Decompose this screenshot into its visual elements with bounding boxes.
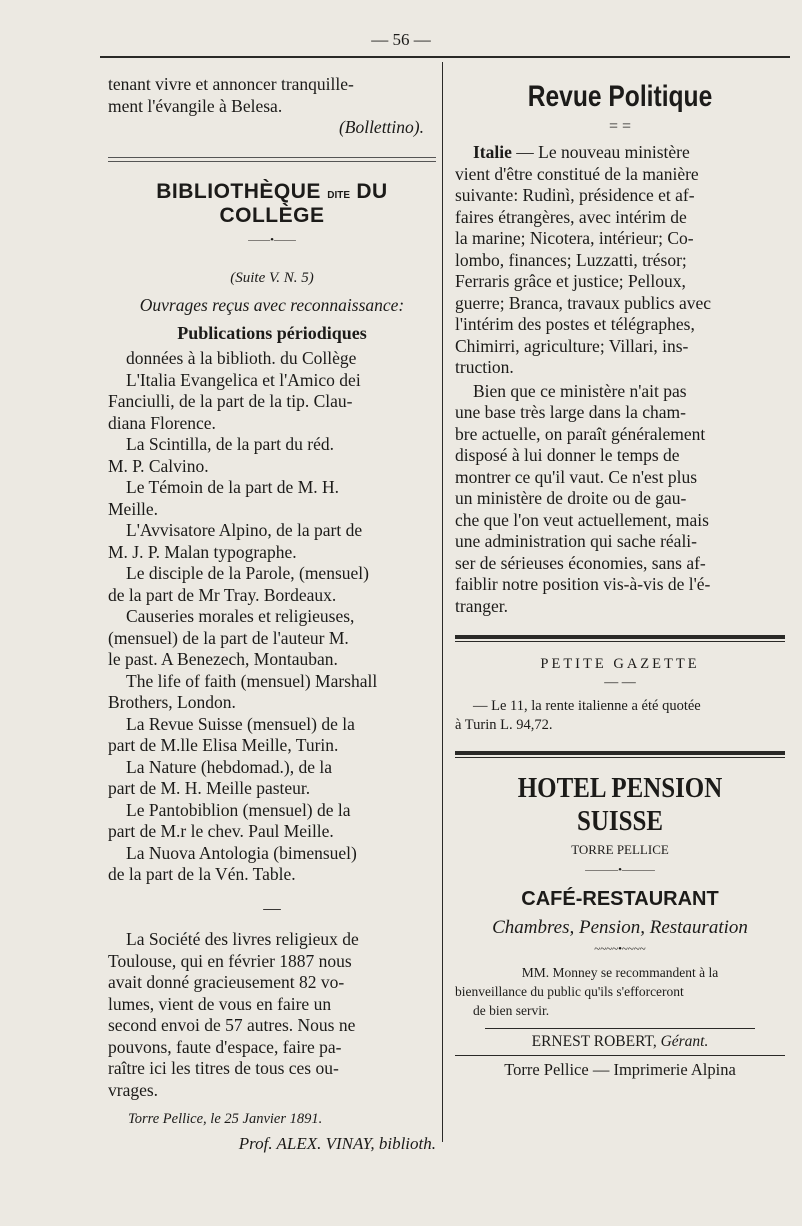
section-rule bbox=[108, 157, 436, 162]
ouvrages-heading: Ouvrages reçus avec reconnaissance: bbox=[139, 295, 405, 315]
monney-note bbox=[455, 963, 785, 1020]
ernest-robert-line bbox=[455, 1033, 785, 1051]
bib-title-b: DU COLLÈGE bbox=[219, 179, 388, 227]
italie-paragraph bbox=[455, 142, 785, 379]
entry-line: The life of faith (mensuel) Marshall bbox=[126, 670, 378, 691]
cafe-restaurant-title: CAFÉ-RESTAURANT bbox=[521, 888, 719, 910]
bien-line: ser de sérieuses économies, sans af- bbox=[455, 552, 706, 573]
chambres-ornament: ~~~~•~~~~ bbox=[594, 943, 646, 955]
list-item bbox=[108, 477, 436, 520]
section-rule bbox=[455, 635, 785, 642]
entry-line: part de M.lle Elisa Meille, Turin. bbox=[108, 735, 339, 755]
bien-line: faiblir notre position vis-à-vis de l'é- bbox=[455, 574, 711, 594]
list-item bbox=[108, 757, 436, 800]
entry-line: Meille. bbox=[108, 498, 159, 519]
publications-heading: Publications périodiques bbox=[177, 322, 367, 343]
page-number: — 56 — bbox=[371, 30, 431, 49]
petite-gazette-heading: PETITE GAZETTE bbox=[540, 656, 700, 672]
bien-line: disposé à lui donner le temps de bbox=[455, 445, 680, 465]
entry-line: L'Italia Evangelica et l'Amico dei bbox=[126, 369, 361, 390]
entry-line: La Scintilla, de la part du réd. bbox=[126, 434, 334, 454]
bien-line: tranger. bbox=[455, 595, 508, 616]
list-item bbox=[108, 606, 436, 671]
entry-line: le past. A Benezech, Montauban. bbox=[108, 649, 338, 669]
entry-line: de la part de la Vén. Table. bbox=[108, 864, 296, 884]
entry-line: L'Avvisatore Alpino, de la part de bbox=[126, 520, 363, 540]
bib-title-dite: DITE bbox=[327, 189, 351, 201]
entry-line: Causeries morales et religieuses, bbox=[126, 606, 355, 626]
bien-line: une administration qui sache réali- bbox=[455, 531, 698, 551]
entry-line: Le disciple de la Parole, (mensuel) bbox=[126, 563, 369, 583]
italie-line: faires étrangères, avec intérim de bbox=[455, 206, 687, 227]
revue-ornament: = = bbox=[608, 118, 632, 135]
closing-line: Toulouse, qui en février 1887 nous bbox=[108, 950, 352, 971]
italie-line: lombo, finances; Luzzatti, trésor; bbox=[455, 249, 687, 270]
left-column bbox=[108, 74, 436, 1154]
italie-line: l'intérim des postes et télégraphes, bbox=[455, 314, 695, 334]
petite-dash: — — bbox=[604, 675, 636, 690]
entry-line: diana Florence. bbox=[108, 412, 216, 433]
ernest-name: ERNEST ROBERT, bbox=[531, 1033, 657, 1050]
entry-line: Fanciulli, de la part de la tip. Clau- bbox=[108, 391, 353, 411]
italie-label: Italie bbox=[473, 142, 512, 162]
bien-line: une base très large dans la cham- bbox=[455, 402, 686, 422]
list-item bbox=[108, 843, 436, 886]
closing-line: raître ici les titres de tous ces ou- bbox=[108, 1058, 339, 1078]
bollettino-credit: (Bollettino). bbox=[338, 117, 424, 137]
entry-line: La Revue Suisse (mensuel) de la bbox=[126, 713, 355, 734]
right-column bbox=[455, 74, 785, 1080]
dateline: Torre Pellice, le 25 Janvier 1891. bbox=[128, 1111, 323, 1127]
list-item bbox=[108, 800, 436, 843]
italie-line: la marine; Nicotera, intérieur; Co- bbox=[455, 228, 694, 248]
hotel-title: HOTEL PENSION SUISSE bbox=[517, 772, 723, 837]
lead-line-1: tenant vivre et annoncer tranquille- bbox=[108, 74, 354, 94]
hotel-ornament: ———•——— bbox=[585, 864, 655, 876]
entry-line: La Nuova Antologia (bimensuel) bbox=[126, 842, 357, 863]
entry-line: de la part de Mr Tray. Bordeaux. bbox=[108, 584, 337, 605]
ornament: ——•—— bbox=[248, 233, 296, 246]
torre-pellice-label: TORRE PELLICE bbox=[571, 842, 669, 857]
list-item bbox=[108, 370, 436, 435]
entry-line: part de M.r le chev. Paul Meille. bbox=[108, 821, 334, 841]
rente-line: — Le 11, la rente italienne a été quotée bbox=[473, 698, 701, 714]
periodicals-list bbox=[108, 370, 436, 886]
closing-line: La Société des livres religieux de bbox=[126, 929, 359, 949]
list-item bbox=[108, 563, 436, 606]
italie-first-line bbox=[455, 142, 785, 164]
list-item bbox=[108, 434, 436, 477]
column-divider bbox=[442, 62, 443, 1142]
entry-line: La Nature (hebdomad.), de la bbox=[126, 756, 333, 777]
imprimerie-rule bbox=[455, 1055, 785, 1056]
gerant-label: Gérant. bbox=[660, 1033, 709, 1050]
revue-politique-title: Revue Politique bbox=[527, 80, 713, 113]
bien-line: che que l'on veut actuellement, mais bbox=[455, 509, 709, 530]
closing-line: avait donné gracieusement 82 vo- bbox=[108, 972, 345, 992]
ernest-rule bbox=[485, 1028, 755, 1029]
entry-line: Brothers, London. bbox=[108, 692, 236, 712]
imprimerie-line: Torre Pellice — Imprimerie Alpina bbox=[504, 1060, 736, 1079]
italie-line: suivante: Rudinì, présidence et af- bbox=[455, 185, 695, 205]
italie-line: truction. bbox=[455, 357, 514, 377]
entry-line: (mensuel) de la part de l'auteur M. bbox=[108, 627, 349, 648]
entry-line: M. J. P. Malan typographe. bbox=[108, 541, 297, 562]
closing-line: lumes, vient de vous en faire un bbox=[108, 993, 332, 1014]
list-item bbox=[108, 671, 436, 714]
separator-dash: — bbox=[263, 897, 281, 918]
italie-line: vient d'être constitué de la manière bbox=[455, 163, 699, 184]
bien-paragraph bbox=[455, 381, 785, 618]
list-item bbox=[108, 714, 436, 757]
signature: Prof. ALEX. VINAY, biblioth. bbox=[238, 1134, 436, 1153]
rente-line: à Turin L. 94,72. bbox=[455, 717, 553, 733]
entry-line: part de M. H. Meille pasteur. bbox=[108, 778, 311, 798]
italie-line: Ferraris grâce et justice; Pelloux, bbox=[455, 271, 686, 291]
lead-line-2: ment l'évangile à Belesa. bbox=[108, 95, 283, 116]
italie-line: guerre; Branca, travaux publics avec bbox=[455, 292, 712, 313]
closing-line: pouvons, faute d'espace, faire pa- bbox=[108, 1036, 342, 1057]
chambres-line: Chambres, Pension, Restauration bbox=[492, 917, 748, 938]
monney-line: de bien servir. bbox=[473, 1003, 550, 1018]
bien-line: bre actuelle, on paraît généralement bbox=[455, 423, 706, 444]
list-item bbox=[108, 520, 436, 563]
monney-line: MM. Monney se recommandent à la bbox=[521, 965, 719, 980]
suite-note: (Suite V. N. 5) bbox=[230, 269, 314, 286]
donnees-line: données à la biblioth. du Collège bbox=[126, 348, 357, 368]
bibliotheque-title bbox=[108, 180, 436, 228]
advert-rule bbox=[455, 751, 785, 758]
top-rule bbox=[100, 56, 790, 58]
italie-line: Chimirri, agriculture; Villari, ins- bbox=[455, 335, 689, 356]
entry-line: Le Témoin de la part de M. H. bbox=[126, 477, 340, 497]
bien-line: Bien que ce ministère n'ait pas bbox=[473, 380, 687, 401]
bien-line: un ministère de droite ou de gau- bbox=[455, 488, 687, 508]
entry-line: Le Pantobiblion (mensuel) de la bbox=[126, 799, 351, 820]
closing-line: second envoi de 57 autres. Nous ne bbox=[108, 1015, 356, 1035]
monney-line: bienveillance du public qu'ils s'efforceront bbox=[455, 984, 684, 999]
italie-line: — Le nouveau ministère bbox=[516, 142, 690, 162]
rente-note bbox=[455, 697, 785, 735]
closing-line: vrages. bbox=[108, 1079, 159, 1100]
bib-title-a: BIBLIOTHÈQUE bbox=[156, 179, 321, 203]
bien-line: montrer ce qu'il vaut. Ce n'est plus bbox=[455, 466, 698, 487]
closing-paragraph bbox=[108, 929, 436, 1101]
entry-line: M. P. Calvino. bbox=[108, 455, 209, 476]
